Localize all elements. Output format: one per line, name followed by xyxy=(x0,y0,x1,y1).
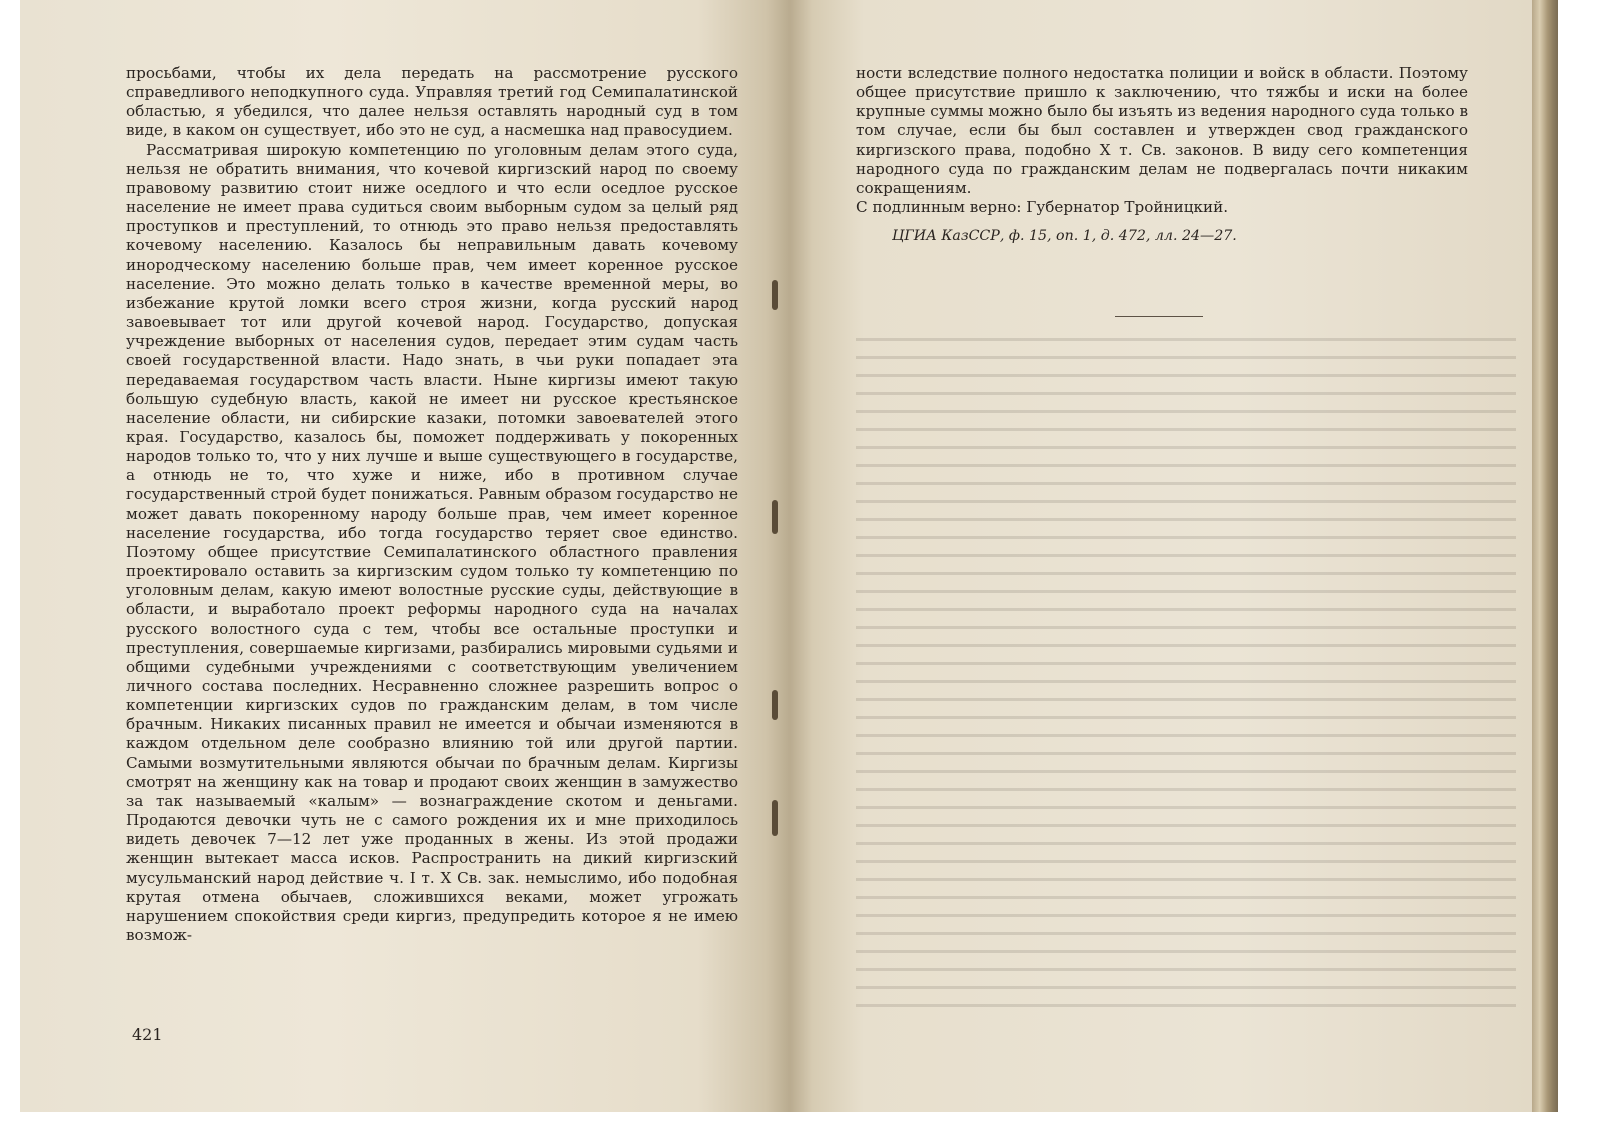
right-page-text xyxy=(856,64,1468,246)
binding-hole xyxy=(772,280,778,310)
certification-line: С подлинным верно: Губернатор Тройницкий. xyxy=(856,198,1229,217)
paragraph-end: ности вследствие полного недостатка полиции и войск в области. Поэтому общее присутствие пришло к заключению, что тяжбы и иски на более крупные суммы можно было бы изъять из ведения народного суда только в том случае, если бы был составлен и утвержден свод гражданского киргизского права, подобно X т. Св. законов. В виду сего компетенция народного суда по гражданским делам не подвергалась почти никаким сокращениям. xyxy=(856,64,1468,197)
bleed-through-index xyxy=(856,330,1516,1020)
book-spread xyxy=(20,0,1558,1112)
page-number: 421 xyxy=(132,1025,163,1044)
binding-hole xyxy=(772,690,778,720)
paragraph-continuation: просьбами, чтобы их дела передать на рассмотрение русского справедливого неподкупного суда. Управляя третий год Семипалатинской областью, я убедился, что далее нельзя оставлять народный суд в том виде, в каком он существует, ибо это не суд, а насмешка над правосудием. xyxy=(126,64,738,140)
book-fore-edge xyxy=(1532,0,1558,1112)
binding-hole xyxy=(772,500,778,534)
left-page xyxy=(20,0,790,1112)
archive-reference: ЦГИА КазССР, ф. 15, оп. 1, д. 472, лл. 24—27. xyxy=(892,228,1237,245)
binding-hole xyxy=(772,800,778,836)
left-page-text xyxy=(126,64,738,945)
section-separator xyxy=(1115,316,1203,317)
paragraph-main: Рассматривая широкую компетенцию по уголовным делам этого суда, нельзя не обратить внимания, что кочевой киргизский народ по своему правовому развитию стоит ниже оседлого и что если оседлое русское население не имеет права судиться своим выборным судом за целый ряд проступков и преступлений, то отнюдь это право нельзя предоставлять кочевому населению. Казалось бы неправильным давать кочевому инородческому населению больше прав, чем имеет коренное русское население. Это можно делать только в качестве временной меры, во избежание крутой ломки всего строя жизни, когда русский народ завоевывает тот или другой кочевой народ. Государство, допуская учреждение выборных от населения судов, передает этим судам часть своей государственной власти. Надо знать, в чьи руки попадает эта передаваемая государством часть власти. Ныне киргизы имеют такую большую судебную власть, какой не имеет ни русское крестьянское население области, ни сибирские казаки, потомки завоевателей этого края. Государство, казалось бы, поможет поддерживать у покоренных народов только то, что у них лучше и выше существующего в государстве, а отнюдь не то, что хуже и ниже, ибо в противном случае государственный строй будет понижаться. Равным образом государство не может давать покоренному народу больше прав, чем имеет коренное население государства, ибо тогда государство теряет свое единство. Поэтому общее присутствие Семипалатинского областного правления проектировало оставить за киргизским судом только ту компетенцию по уголовным делам, какую имеют волостные русские суды, действующие в области, и выработало проект реформы народного суда на началах русского волостного суда с тем, чтобы все остальные проступки и преступления, совершаемые киргизами, разбирались мировыми судьями и общими судебными учреждениями с соответствующим увеличением личного состава последних. Несравненно сложнее разрешить вопрос о компетенции киргизских судов по гражданским делам, в том числе брачным. Никаких писанных правил не имеется и обычаи изменяются в каждом отдельном деле сообразно влиянию той или другой партии. Самыми возмутительными являются обычаи по брачным делам. Киргизы смотрят на женщину как на товар и продают своих женщин в замужество за так называемый «калым» — вознаграждение скотом и деньгами. Продаются девочки чуть не с самого рождения их и мне приходилось видеть девочек 7—12 лет уже проданных в жены. Из этой продажи женщин вытекает масса исков. Распространить на дикий киргизский мусульманский народ действие ч. I т. X Св. зак. немыслимо, ибо подобная крутая отмена обычаев, сложившихся веками, может угрожать нарушением спокойствия среди киргиз, предупредить которое я не имею возмож- xyxy=(126,140,738,945)
